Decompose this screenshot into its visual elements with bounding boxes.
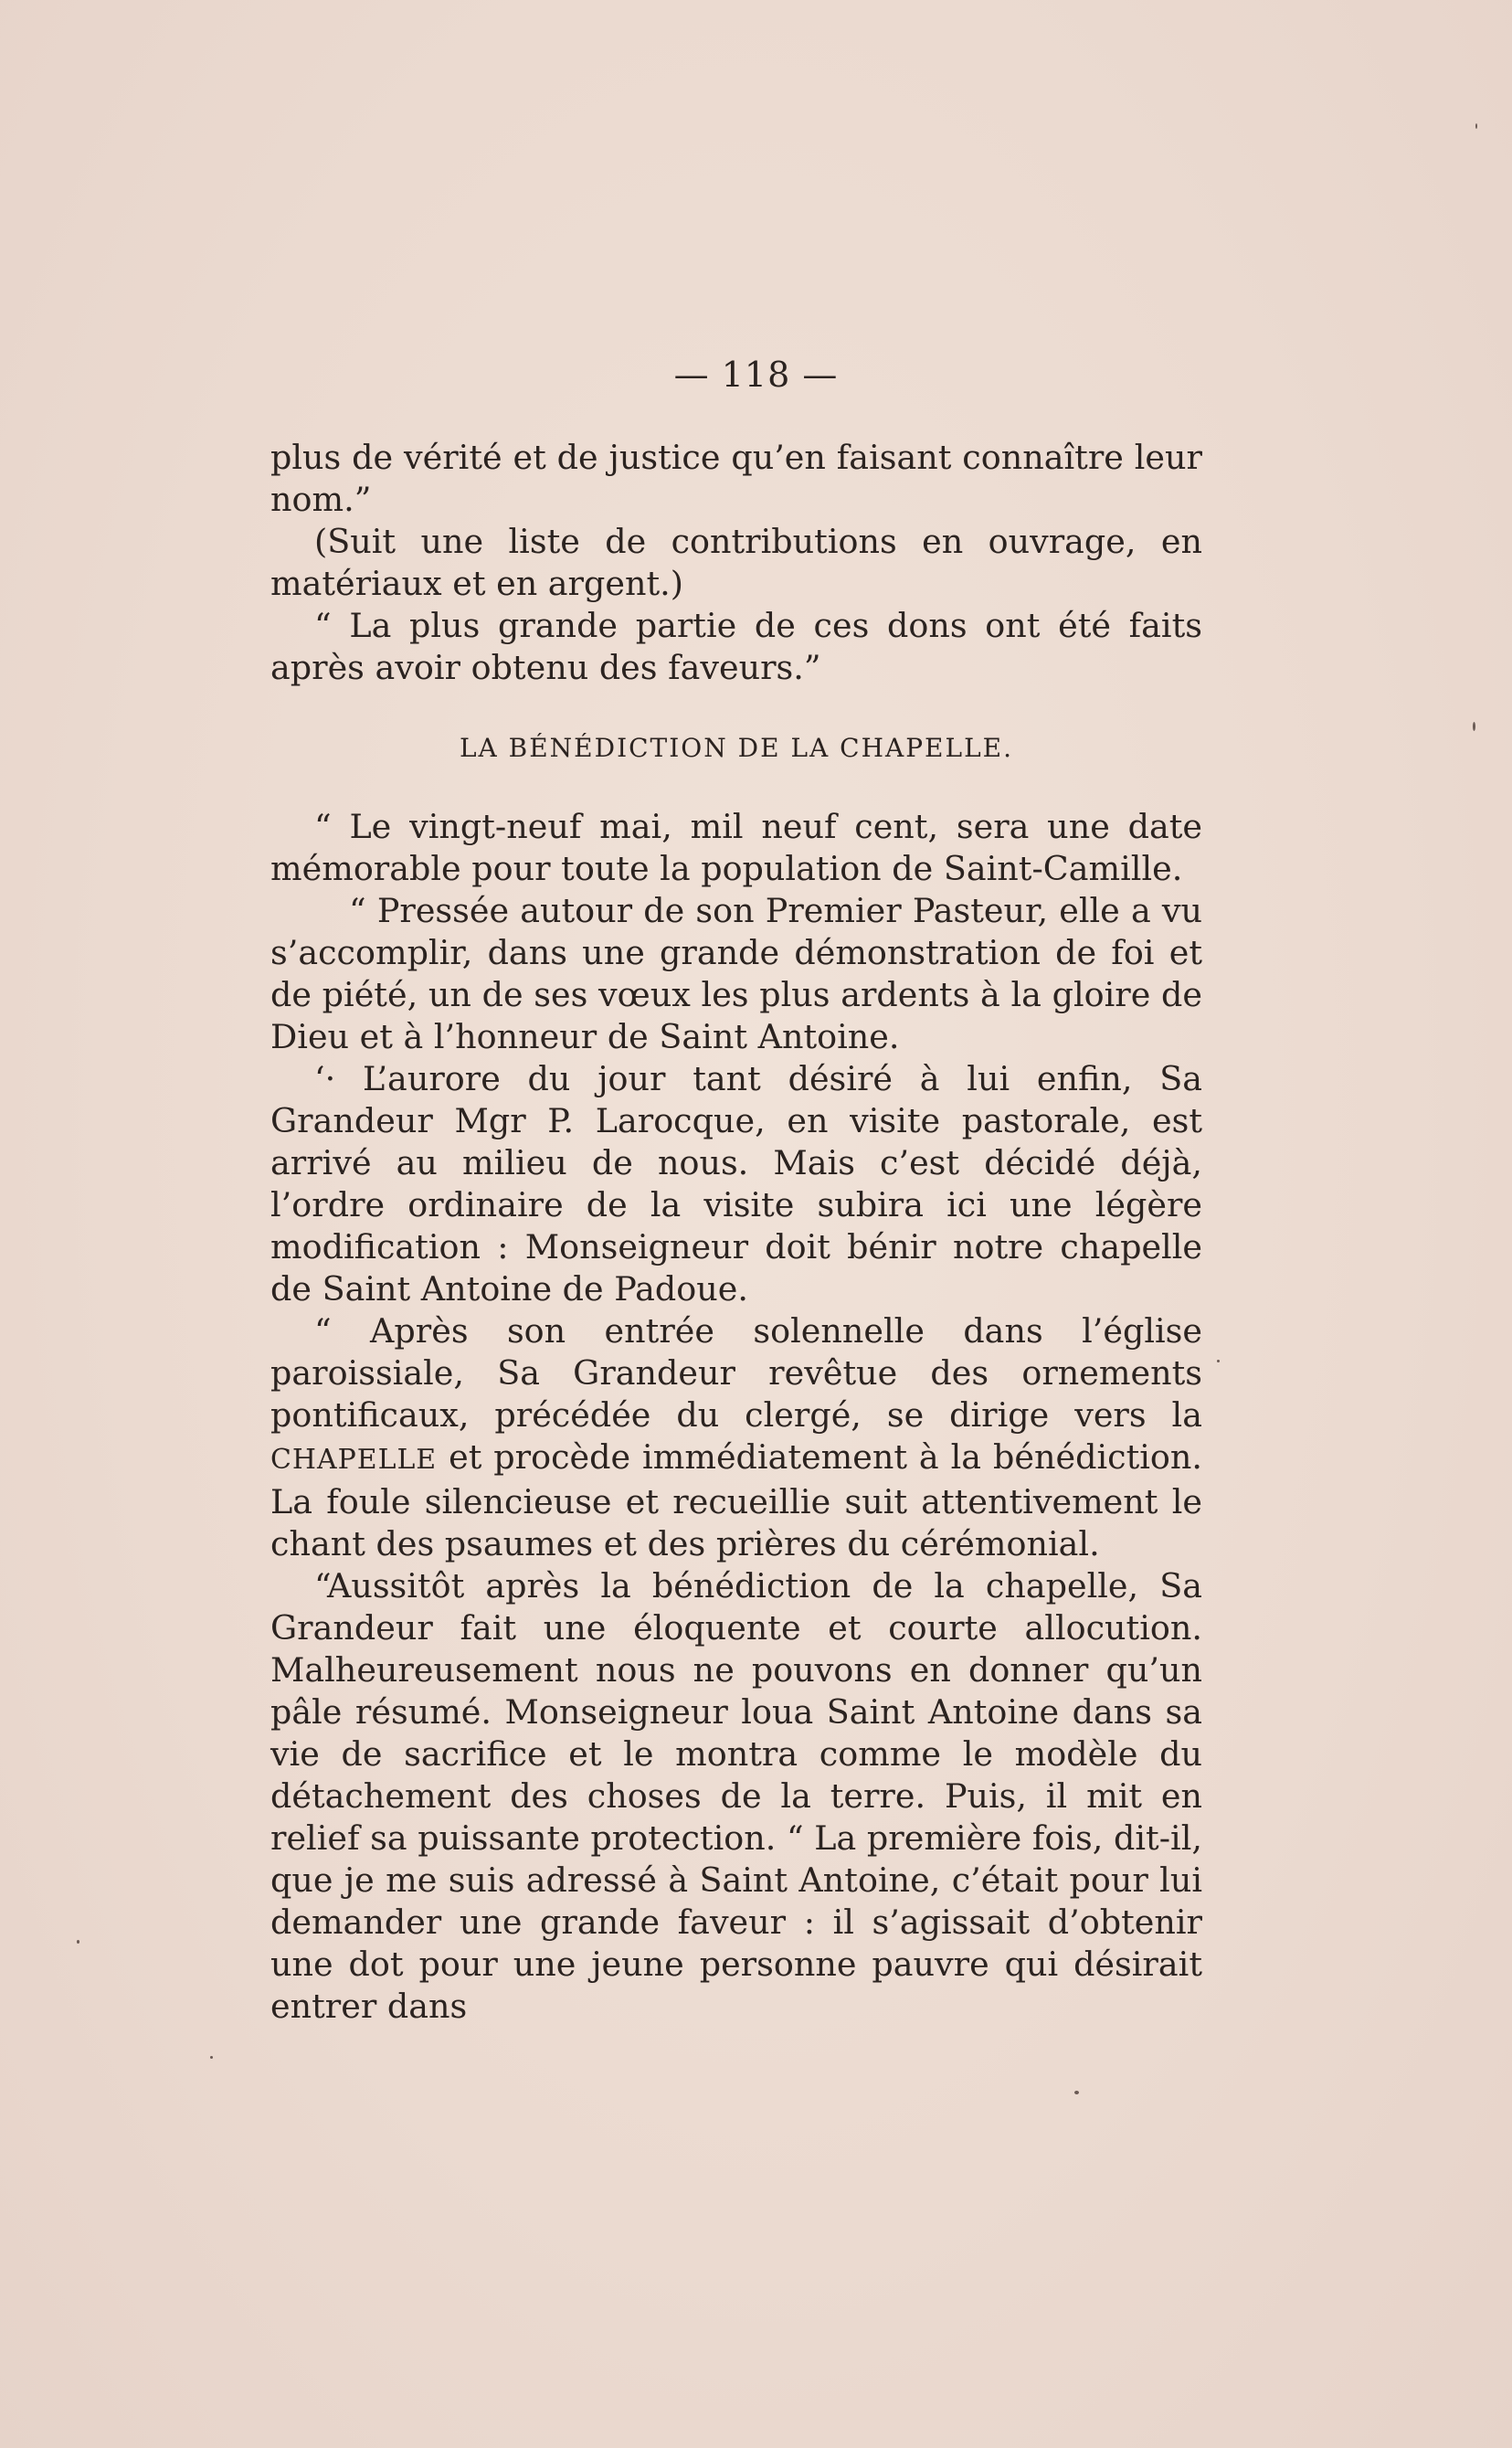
paper-speck [1473,722,1475,731]
paper-speck [1217,1360,1220,1362]
chapelle-smallcaps: CHAPELLE [270,1444,438,1476]
paragraph-1: plus de vérité et de justice qu’en faisant connaître leur nom.” [270,438,1202,519]
paragraph-3: “ La plus grande partie de ces dons ont été faits après avoir obtenu des faveurs.” [270,606,1202,687]
paragraph-6: ‘· L’aurore du jour tant désiré à lui enfin, Sa Grandeur Mgr P. Larocque, en visite pastorale, est arrivé au milieu de nous. Mais c’est décidé déjà, l’ordre ordinaire de la visite subira ici une légère modification : Monseigneur doit bénir notre chapelle de Saint Antoine de Padoue. [270,1059,1202,1309]
paper-speck [1475,123,1477,129]
paper-speck [77,1940,79,1944]
section-title: LA BÉNÉDICTION DE LA CHAPELLE. [459,733,1014,763]
paper-speck [1074,2091,1079,2094]
paragraph-7-start: “ Après son entrée solennelle dans l’église paroissiale, Sa Grandeur revêtue des ornements pontificaux, précédée du clergé, se dirige vers la [270,1311,1202,1435]
body-text [270,437,1202,2028]
paragraph-2: (Suit une liste de contributions en ouvrage, en matériaux et en argent.) [270,522,1202,603]
paper-speck [210,2056,213,2059]
page-number: — 118 — [673,355,839,395]
paragraph-5: “ Pressée autour de son Premier Pasteur, elle a vu s’accomplir, dans une grande démonstration de foi et de piété, un de ses vœux les plus ardents à la gloire de Dieu et à l’honneur de Saint Antoine. [270,891,1202,1056]
paragraph-7-end: et procède immédiatement à la bénédiction. La foule silencieuse et recueillie suit attentivement le chant des psaumes et des prières du cérémonial. [270,1437,1202,1563]
paragraph-8: “Aussitôt après la bénédiction de la chapelle, Sa Grandeur fait une éloquente et courte allocution. Malheureusement nous ne pouvons en donner qu’un pâle résumé. Monseigneur loua Saint Antoine dans sa vie de sacrifice et le montra comme le modèle du détachement des choses de la terre. Puis, il mit en relief sa puissante protection. “ La première fois, dit-il, que je me suis adressé à Saint Antoine, c’était pour lui demander une grande faveur : il s’agissait d’obtenir une dot pour une jeune personne pauvre qui désirait entrer dans [270,1566,1202,2026]
paragraph-4: “ Le vingt-neuf mai, mil neuf cent, sera une date mémorable pour toute la population de Saint-Camille. [270,807,1202,888]
paragraph-7 [270,1310,1202,1565]
